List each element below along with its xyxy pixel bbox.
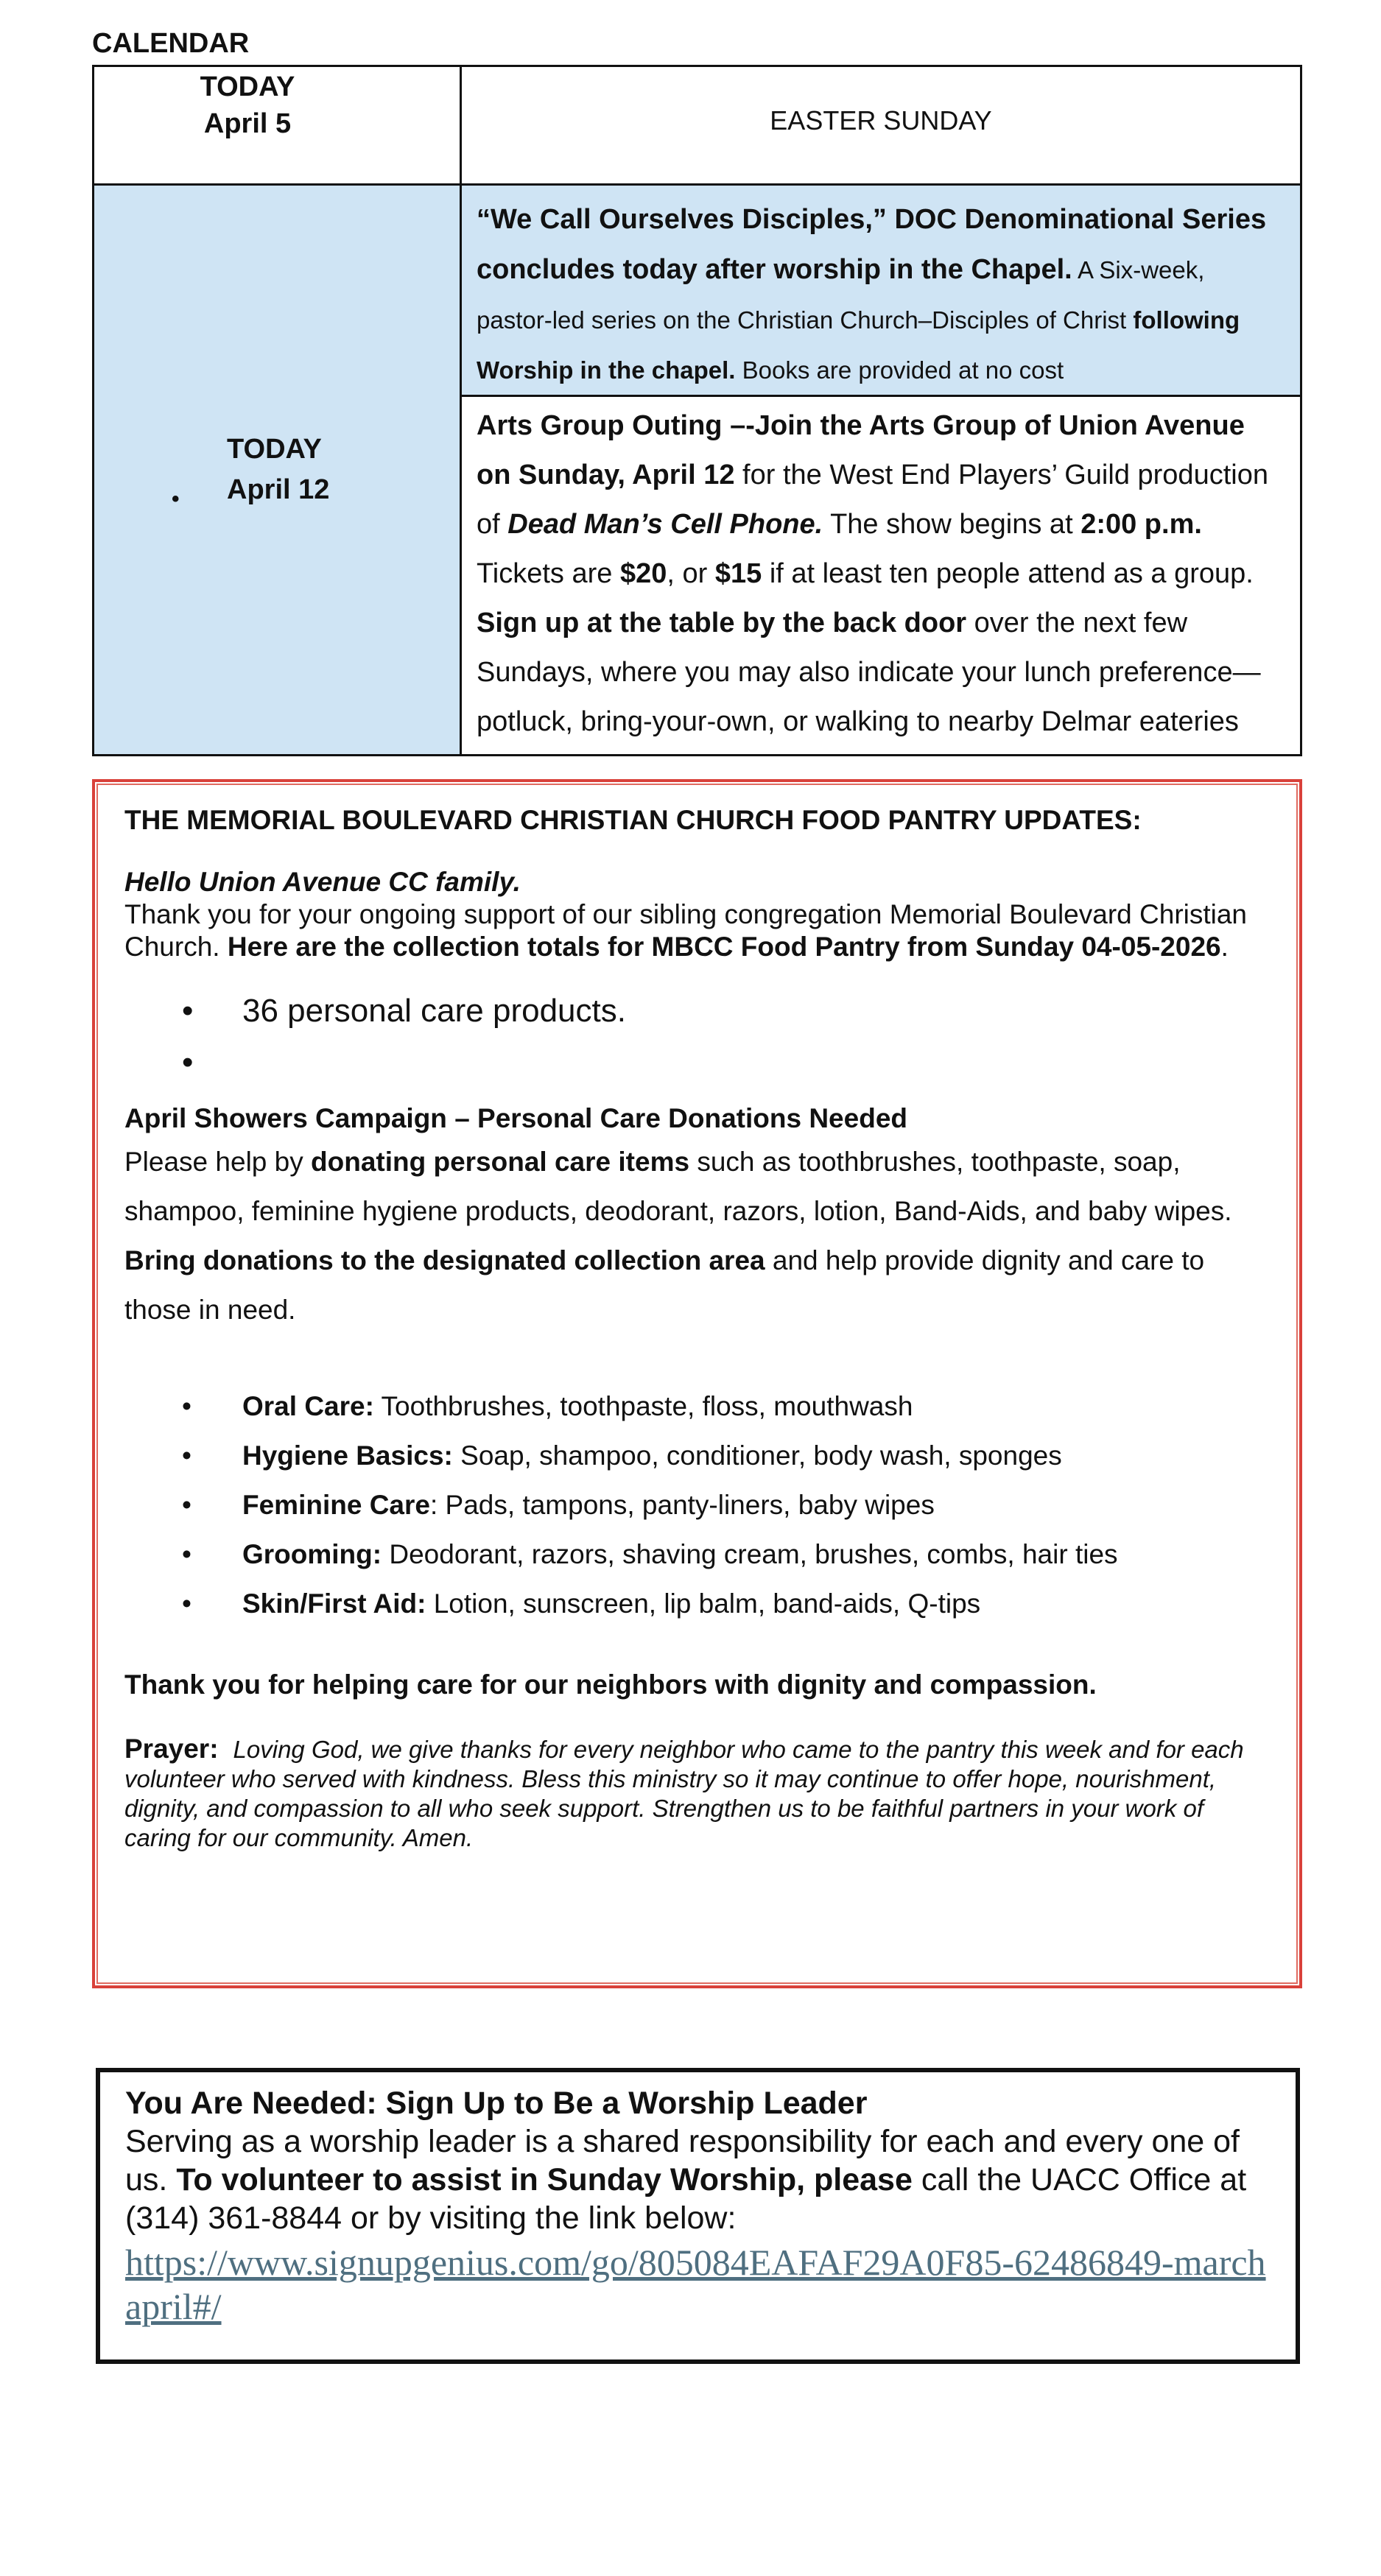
- calendar-table: [92, 65, 1302, 756]
- item-label: Skin/First Aid:: [242, 1588, 426, 1619]
- signup-location: Sign up at the table by the back door: [477, 608, 967, 638]
- pantry-intro: [124, 866, 1270, 963]
- show-time: 2:00 p.m.: [1080, 509, 1202, 540]
- today-label: TODAY: [227, 434, 322, 465]
- item-text: Toothbrushes, toothpaste, floss, mouthwash: [373, 1391, 913, 1421]
- group-price: $15: [714, 558, 762, 589]
- event-disciples-series: [461, 185, 1301, 396]
- date-label: April 12: [227, 474, 330, 505]
- list-item: • Oral Care: Toothbrushes, toothpaste, floss, mouthwash: [182, 1391, 913, 1421]
- intro-end: .: [1220, 932, 1229, 962]
- donation-items-list: [124, 1382, 1270, 1628]
- event-text: A Six-week, pastor-led series on the Christian Church–Disciples of Christ: [477, 256, 1205, 334]
- worship-heading: You Are Needed: Sign Up to Be a Worship Leader: [125, 2086, 868, 2121]
- event-text: for the West End Players’ Guild production of: [477, 460, 1268, 540]
- list-item: • 36 personal care products.: [182, 993, 626, 1029]
- prayer-text: Loving God, we give thanks for every neighbor who came to the pantry this week and for each volunteer who served with kindness. Bless this ministry so it may continue to offer hope, nourishment, dignity, and compassion to all who seek support. Strengthen us to be faithful partners in your work of caring for our community. Amen.: [124, 1736, 1244, 1851]
- text: call the UACC Office at (314) 361-8844 or by visiting the link below:: [125, 2162, 1247, 2236]
- text: Please help by: [124, 1147, 312, 1177]
- bullet: •: [172, 487, 180, 511]
- text-bold: donating personal care items: [311, 1147, 690, 1177]
- signup-link[interactable]: https://www.signupgenius.com/go/805084EAFAF29A0F85-62486849-marchapril#/: [125, 2242, 1266, 2327]
- event-text: Books are provided at no cost: [735, 356, 1064, 384]
- show-title: Dead Man’s Cell Phone.: [507, 509, 823, 540]
- totals-list: [124, 985, 1270, 1088]
- event-text: if at least ten people attend as a group.: [762, 558, 1254, 589]
- prayer-label: Prayer:: [124, 1734, 219, 1764]
- text-bold: Bring donations to the designated collection area: [124, 1245, 765, 1275]
- list-item: • Feminine Care: Pads, tampons, panty-liners, baby wipes: [182, 1490, 935, 1520]
- worship-text: [125, 2122, 1271, 2237]
- event-title: Arts Group Outing –-Join the Arts Group of Union Avenue on Sunday, April 12: [477, 410, 1245, 490]
- worship-leader-box: [96, 2068, 1300, 2364]
- item-text: Soap, shampoo, conditioner, body wash, sponges: [452, 1440, 1062, 1471]
- greeting: Hello Union Avenue CC family.: [124, 867, 521, 897]
- pantry-title: THE MEMORIAL BOULEVARD CHRISTIAN CHURCH FOOD PANTRY UPDATES:: [124, 805, 1142, 835]
- list-item: • Grooming: Deodorant, razors, shaving cream, brushes, combs, hair ties: [182, 1539, 1118, 1569]
- calendar-row-april-5: [94, 66, 1301, 185]
- event-text-bold: following Worship in the chapel.: [477, 306, 1240, 384]
- ticket-price: $20: [619, 558, 667, 589]
- prayer: [124, 1734, 1270, 1853]
- item-label: Oral Care:: [242, 1391, 374, 1421]
- list-item: •: [182, 1044, 194, 1080]
- text: Serving as a worship leader is a shared responsibility for each and every one of us.: [125, 2124, 1240, 2197]
- thanks-text: Thank you for helping care for our neighbors with dignity and compassion.: [124, 1669, 1097, 1700]
- item-label: Hygiene Basics:: [242, 1440, 453, 1471]
- intro-text: Thank you for your ongoing support of our sibling congregation Memorial Boulevard Christian Church.: [124, 899, 1248, 962]
- text: and help provide dignity and care to those in need.: [124, 1245, 1205, 1325]
- food-pantry-box: [92, 779, 1302, 1988]
- event-text: Tickets are: [477, 558, 620, 589]
- campaign-text: [124, 1137, 1270, 1334]
- campaign-heading: April Showers Campaign – Personal Care Donations Needed: [124, 1103, 907, 1133]
- item-text: Lotion, sunscreen, lip balm, band-aids, Q-tips: [426, 1588, 981, 1619]
- text: such as toothbrushes, toothpaste, soap, shampoo, feminine hygiene products, deodorant, razors, lotion, Band-Aids, and baby wipes.: [124, 1147, 1232, 1226]
- event-text: , or: [667, 558, 715, 589]
- event-text: over the next few Sundays, where you may also indicate your lunch preference—potluck, bring-your-own, or walking to nearby Delmar eateries: [477, 608, 1261, 737]
- item-text: : Pads, tampons, panty-liners, baby wipes: [429, 1490, 935, 1520]
- event-arts-outing: [461, 396, 1301, 756]
- today-label: TODAY: [200, 71, 295, 102]
- date-cell: [94, 66, 461, 185]
- calendar-row-april-12: [94, 185, 1301, 396]
- date-label: April 5: [203, 108, 292, 139]
- list-item: • Skin/First Aid: Lotion, sunscreen, lip balm, band-aids, Q-tips: [182, 1588, 981, 1619]
- text-bold: To volunteer to assist in Sunday Worship, please: [176, 2162, 913, 2197]
- item-label: Feminine Care: [242, 1490, 430, 1520]
- item-label: Grooming:: [242, 1539, 382, 1569]
- item-text: Deodorant, razors, shaving cream, brushes, combs, hair ties: [382, 1539, 1118, 1569]
- list-item: • Hygiene Basics: Soap, shampoo, conditioner, body wash, sponges: [182, 1440, 1062, 1471]
- intro-bold: Here are the collection totals for MBCC Food Pantry from Sunday 04-05-2026: [227, 932, 1221, 962]
- event-text: The show begins at: [823, 509, 1081, 540]
- total-text: 36 personal care products.: [242, 993, 626, 1029]
- calendar-heading: CALENDAR: [92, 28, 250, 59]
- event-easter: EASTER SUNDAY: [461, 66, 1301, 185]
- event-title: “We Call Ourselves Disciples,” DOC Denominational Series concludes today after worship in the Chapel.: [477, 204, 1267, 285]
- date-cell: [94, 185, 461, 756]
